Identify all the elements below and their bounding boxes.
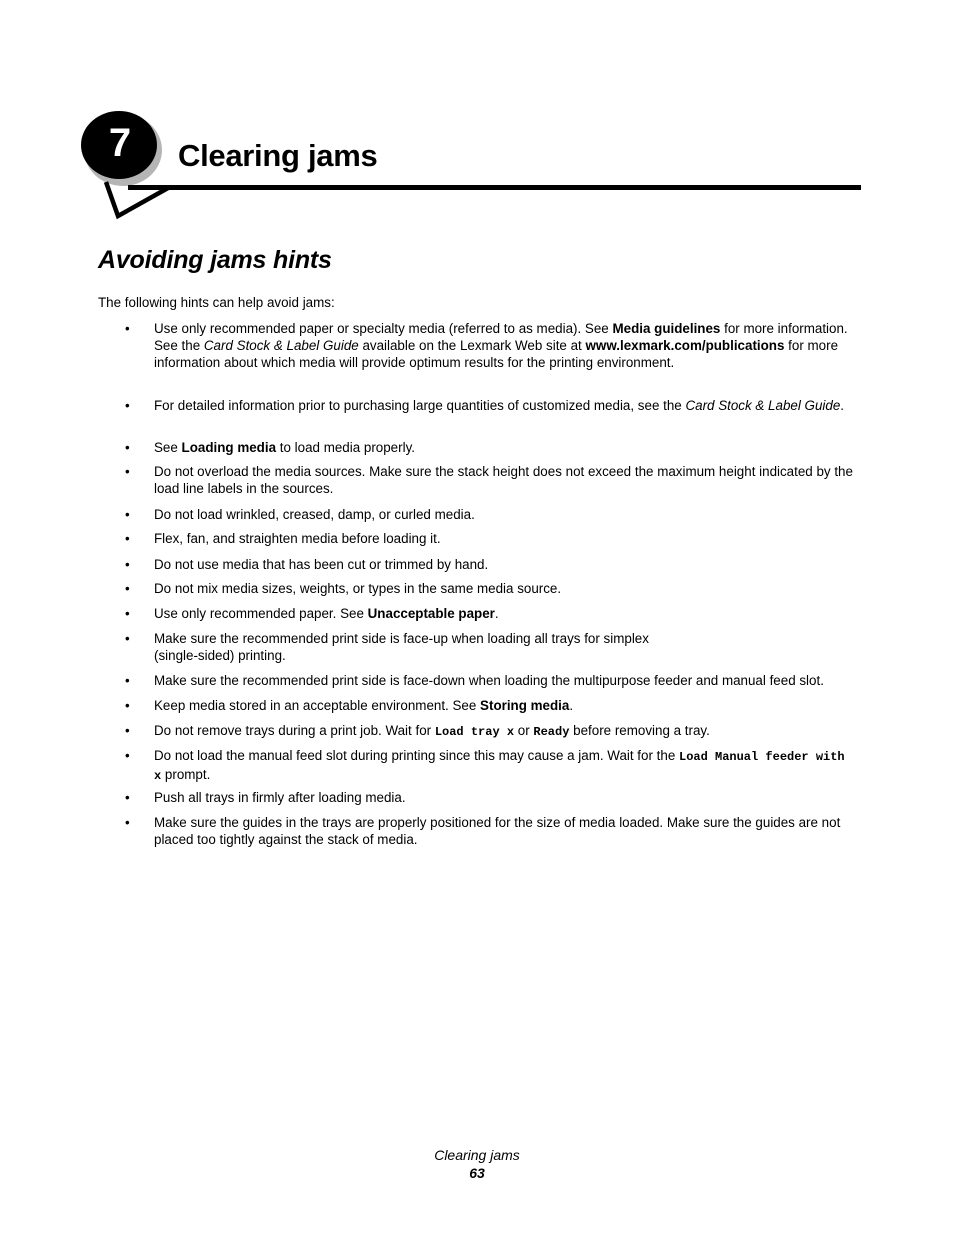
bullet-marker: • xyxy=(125,507,130,522)
hint-text: before removing a tray. xyxy=(569,723,710,738)
hint-text: for more information. See the xyxy=(154,321,848,353)
bullet-marker: • xyxy=(125,321,130,336)
hint-item xyxy=(125,747,858,785)
bullet-marker: • xyxy=(125,581,130,596)
hint-text: . xyxy=(494,606,499,621)
hint-item xyxy=(125,320,858,371)
bullet-marker: • xyxy=(125,398,130,413)
cross-reference: www.lexmark.com/publications xyxy=(585,338,785,353)
hint-text: (single-sided) printing. xyxy=(154,648,286,663)
hint-item xyxy=(125,530,858,547)
printer-message: Load Manual feeder with x xyxy=(154,750,845,783)
hint-item xyxy=(125,697,858,714)
cross-reference: Loading media xyxy=(181,440,277,455)
bullet-marker: • xyxy=(125,723,130,738)
hint-item xyxy=(125,605,858,622)
hint-item xyxy=(125,439,858,456)
hint-item xyxy=(125,630,858,664)
hint-text: . xyxy=(569,698,574,713)
bullet-marker: • xyxy=(125,748,130,763)
hint-text: for more information about which media will provide optimum results for the printing environment. xyxy=(154,338,839,370)
hint-text: Use only recommended paper. See xyxy=(154,606,368,621)
bullet-marker: • xyxy=(125,815,130,830)
hint-text: available on the Lexmark Web site at xyxy=(358,338,586,353)
hint-item xyxy=(125,722,858,741)
hint-text: Do not load the manual feed slot during printing since this may cause a jam. Wait for the xyxy=(154,748,679,763)
hint-item xyxy=(125,672,858,689)
hint-text: Flex, fan, and straighten media before loading it. xyxy=(154,531,441,546)
hint-text: Do not use media that has been cut or trimmed by hand. xyxy=(154,557,489,572)
hint-item xyxy=(125,506,858,523)
hint-text: Make sure the recommended print side is face-down when loading the multipurpose feeder and manual feed slot. xyxy=(154,673,824,688)
hint-text: Make sure the guides in the trays are properly positioned for the size of media loaded. Make sure the guides are not placed too tightly against the stack of media. xyxy=(154,815,841,847)
hint-item xyxy=(125,789,858,806)
hint-text: to load media properly. xyxy=(276,440,415,455)
cross-reference: Media guidelines xyxy=(612,321,721,336)
intro-paragraph: The following hints can help avoid jams: xyxy=(98,295,335,310)
document-title: Card Stock & Label Guide xyxy=(203,338,359,353)
hint-text: Push all trays in firmly after loading media. xyxy=(154,790,406,805)
bullet-marker: • xyxy=(125,631,130,646)
bullet-marker: • xyxy=(125,531,130,546)
bullet-marker: • xyxy=(125,606,130,621)
chapter-title-rule xyxy=(128,185,861,190)
hint-text: Do not remove trays during a print job. Wait for xyxy=(154,723,435,738)
chapter-number: 7 xyxy=(108,121,132,165)
bullet-marker: • xyxy=(125,464,130,479)
hint-text: For detailed information prior to purchasing large quantities of customized media, see the xyxy=(154,398,686,413)
hint-text: Do not overload the media sources. Make sure the stack height does not exceed the maximum height indicated by the load line labels in the sources. xyxy=(154,464,853,496)
hint-text: Make sure the recommended print side is face-up when loading all trays for simplex xyxy=(154,631,649,646)
chapter-title: Clearing jams xyxy=(178,138,378,173)
hint-text: Use only recommended paper or specialty media (referred to as media). See xyxy=(154,321,613,336)
hint-text: See xyxy=(154,440,182,455)
hint-item xyxy=(125,580,858,597)
hint-item xyxy=(125,556,858,573)
hint-item xyxy=(125,814,858,848)
cross-reference: Unacceptable paper xyxy=(367,606,495,621)
bullet-marker: • xyxy=(125,440,130,455)
document-title: Card Stock & Label Guide xyxy=(685,398,841,413)
hint-text: . xyxy=(840,398,845,413)
hint-text: Do not mix media sizes, weights, or types in the same media source. xyxy=(154,581,562,596)
hint-item xyxy=(125,397,858,414)
printer-message: Load tray x xyxy=(434,725,515,739)
cross-reference: Storing media xyxy=(480,698,570,713)
hint-text: or xyxy=(514,723,534,738)
bullet-marker: • xyxy=(125,557,130,572)
section-heading: Avoiding jams hints xyxy=(98,246,332,274)
footer-chapter-name: Clearing jams xyxy=(434,1147,520,1163)
bullet-marker: • xyxy=(125,698,130,713)
bullet-marker: • xyxy=(125,790,130,805)
hint-text: prompt. xyxy=(161,767,211,782)
chapter-number-badge xyxy=(76,108,176,226)
bullet-marker: • xyxy=(125,673,130,688)
printer-message: Ready xyxy=(533,725,570,739)
hint-text: Do not load wrinkled, creased, damp, or curled media. xyxy=(154,507,475,522)
hint-item xyxy=(125,463,858,497)
page-footer xyxy=(0,1146,954,1182)
hint-text: Keep media stored in an acceptable environment. See xyxy=(154,698,481,713)
footer-page-number: 63 xyxy=(469,1165,485,1181)
